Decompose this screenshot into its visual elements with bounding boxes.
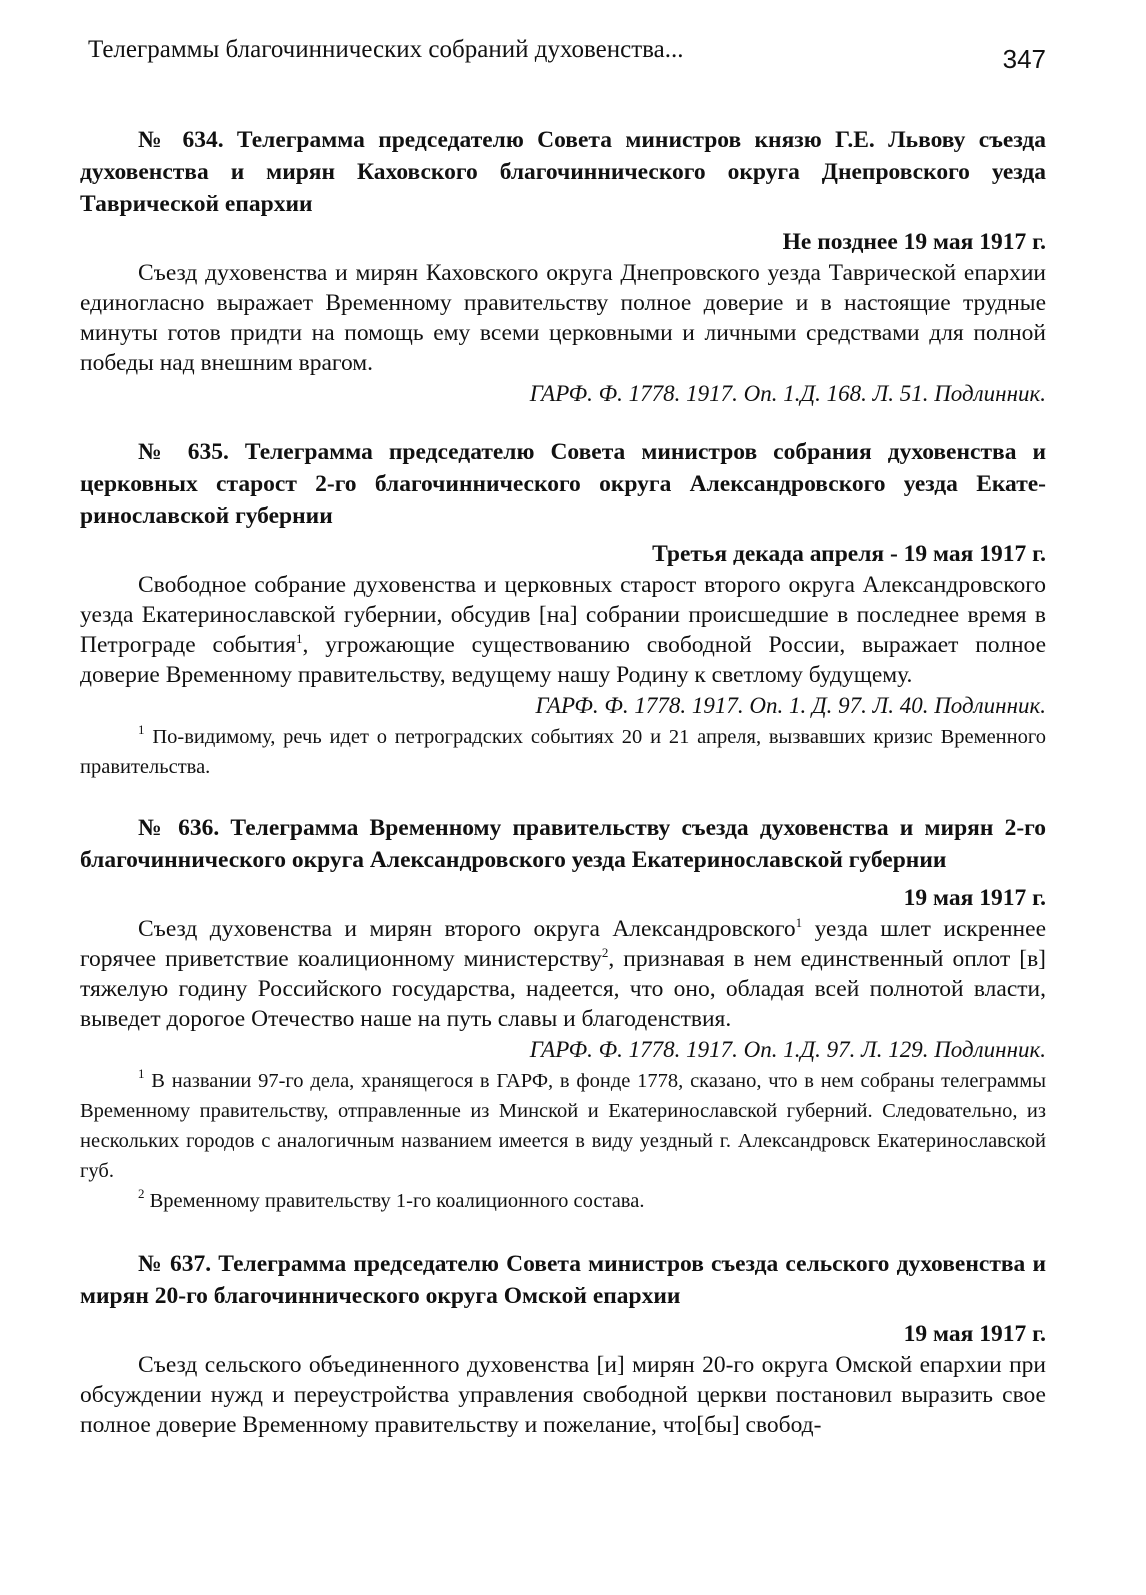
document-title: № 634. Телеграмма председателю Совета министров князю Г.Е. Львову съезда духовенства и мирян Каховского благочиннического округа Днепровского уезда Таврической епархии — [80, 127, 1046, 217]
page-header — [80, 30, 1046, 86]
footnote-text: В названии 97-го дела, хранящегося в ГАРФ, в фонде 1778, сказано, что в нем собраны телеграммы Временному правительству, отправленные из Минской и Екатеринославской губерний. Следовательно, из нескольких городов с аналогичным названием имеется в виду уездный г. Александровск Екатеринославской губ. — [80, 1070, 1047, 1182]
footnote-ref: 1 — [296, 631, 303, 646]
document-body: Съезд духовенства и мирян Каховского округа Днепровского уезда Таврической епархии единогласно выражает Временному правительству полное доверие и в настоящие трудные минуты готов придти на помощь ему всеми церковными и личными средствами для полной победы над внешним врагом. — [80, 260, 1046, 376]
body-text: Свободное собрание духовенства и церковных старост второго округа Александровского уезда Екатеринославской губернии, обсудив [на] собрании происшедшие в последнее время в Петрограде события — [80, 572, 1046, 658]
footnote — [80, 1186, 1046, 1216]
document-title: № 635. Телеграмма председателю Совета министров собрания духовенства и церковных старост 2-го благочиннического округа Александровского уезда Екате-ринославской губернии — [80, 439, 1046, 529]
footnote-text: По-видимому, речь идет о петроградских событиях 20 и 21 апреля, вызвавших кризис Временного правительства. — [80, 726, 1047, 778]
footnote-mark: 1 — [138, 722, 145, 737]
archive-reference: ГАРФ. Ф. 1778. 1917. Оп. 1.Д. 168. Л. 51. Подлинник. — [529, 381, 1046, 406]
document-body — [80, 914, 1046, 1034]
footnote-mark: 1 — [138, 1066, 145, 1081]
document-body: Съезд сельского объединенного духовенства [и] мирян 20-го округа Омской епархии при обсуждении нужд и переустройства управления свободной церкви постановил выразить свое полное доверие Временному правительству и пожелание, что[бы] свобод- — [80, 1352, 1046, 1438]
page-number: 347 — [1002, 44, 1046, 74]
archive-reference: ГАРФ. Ф. 1778. 1917. Оп. 1. Д. 97. Л. 40. Подлинник. — [535, 693, 1046, 718]
document-title: № 637. Телеграмма председателю Совета министров съезда сельского духовенства и мирян 20-го благочиннического округа Омской епархии — [80, 1251, 1046, 1309]
body-text: Съезд духовенства и мирян второго округа Александровского — [138, 916, 796, 942]
footnote-ref: 2 — [601, 945, 609, 960]
document-date: Третья декада апреля - 19 мая 1917 г. — [652, 541, 1046, 567]
running-title: Телеграммы благочиннических собраний духовенства... — [88, 36, 684, 63]
footnote-text: Временному правительству 1-го коалиционного состава. — [149, 1190, 645, 1212]
document-637 — [80, 1248, 1046, 1440]
document-635 — [80, 436, 1046, 782]
document-date: 19 мая 1917 г. — [903, 1321, 1046, 1347]
document-636 — [80, 812, 1046, 1216]
document-page — [80, 30, 1046, 1440]
footnote — [80, 1066, 1046, 1186]
document-date: Не позднее 19 мая 1917 г. — [782, 229, 1046, 255]
body-text: , признавая в нем единственный оплот [в] тяжелую годину Российского государства, надеется, что оно, обладая всей полнотой власти, выведет дорогое Отечество наше на путь славы и благоденствия. — [80, 946, 1046, 1032]
document-title: № 636. Телеграмма Временному правительству съезда духовенства и мирян 2-го благочиннического округа Александровского уезда Екатеринославской губернии — [80, 815, 1046, 873]
footnote — [80, 722, 1046, 782]
body-text: , угрожающие существованию свободной России, выражает полное доверие Временному правительству, ведущему нашу Родину к светлому будущему. — [80, 632, 1047, 688]
body-text: уезда шлет искреннее горячее приветствие коалиционному министерству — [80, 916, 1046, 972]
footnote-ref: 1 — [795, 915, 803, 930]
footnote-mark: 2 — [138, 1186, 145, 1201]
archive-reference: ГАРФ. Ф. 1778. 1917. Оп. 1.Д. 97. Л. 129. Подлинник. — [529, 1037, 1046, 1062]
document-634 — [80, 124, 1046, 410]
document-date: 19 мая 1917 г. — [903, 885, 1046, 911]
document-body — [80, 570, 1046, 690]
